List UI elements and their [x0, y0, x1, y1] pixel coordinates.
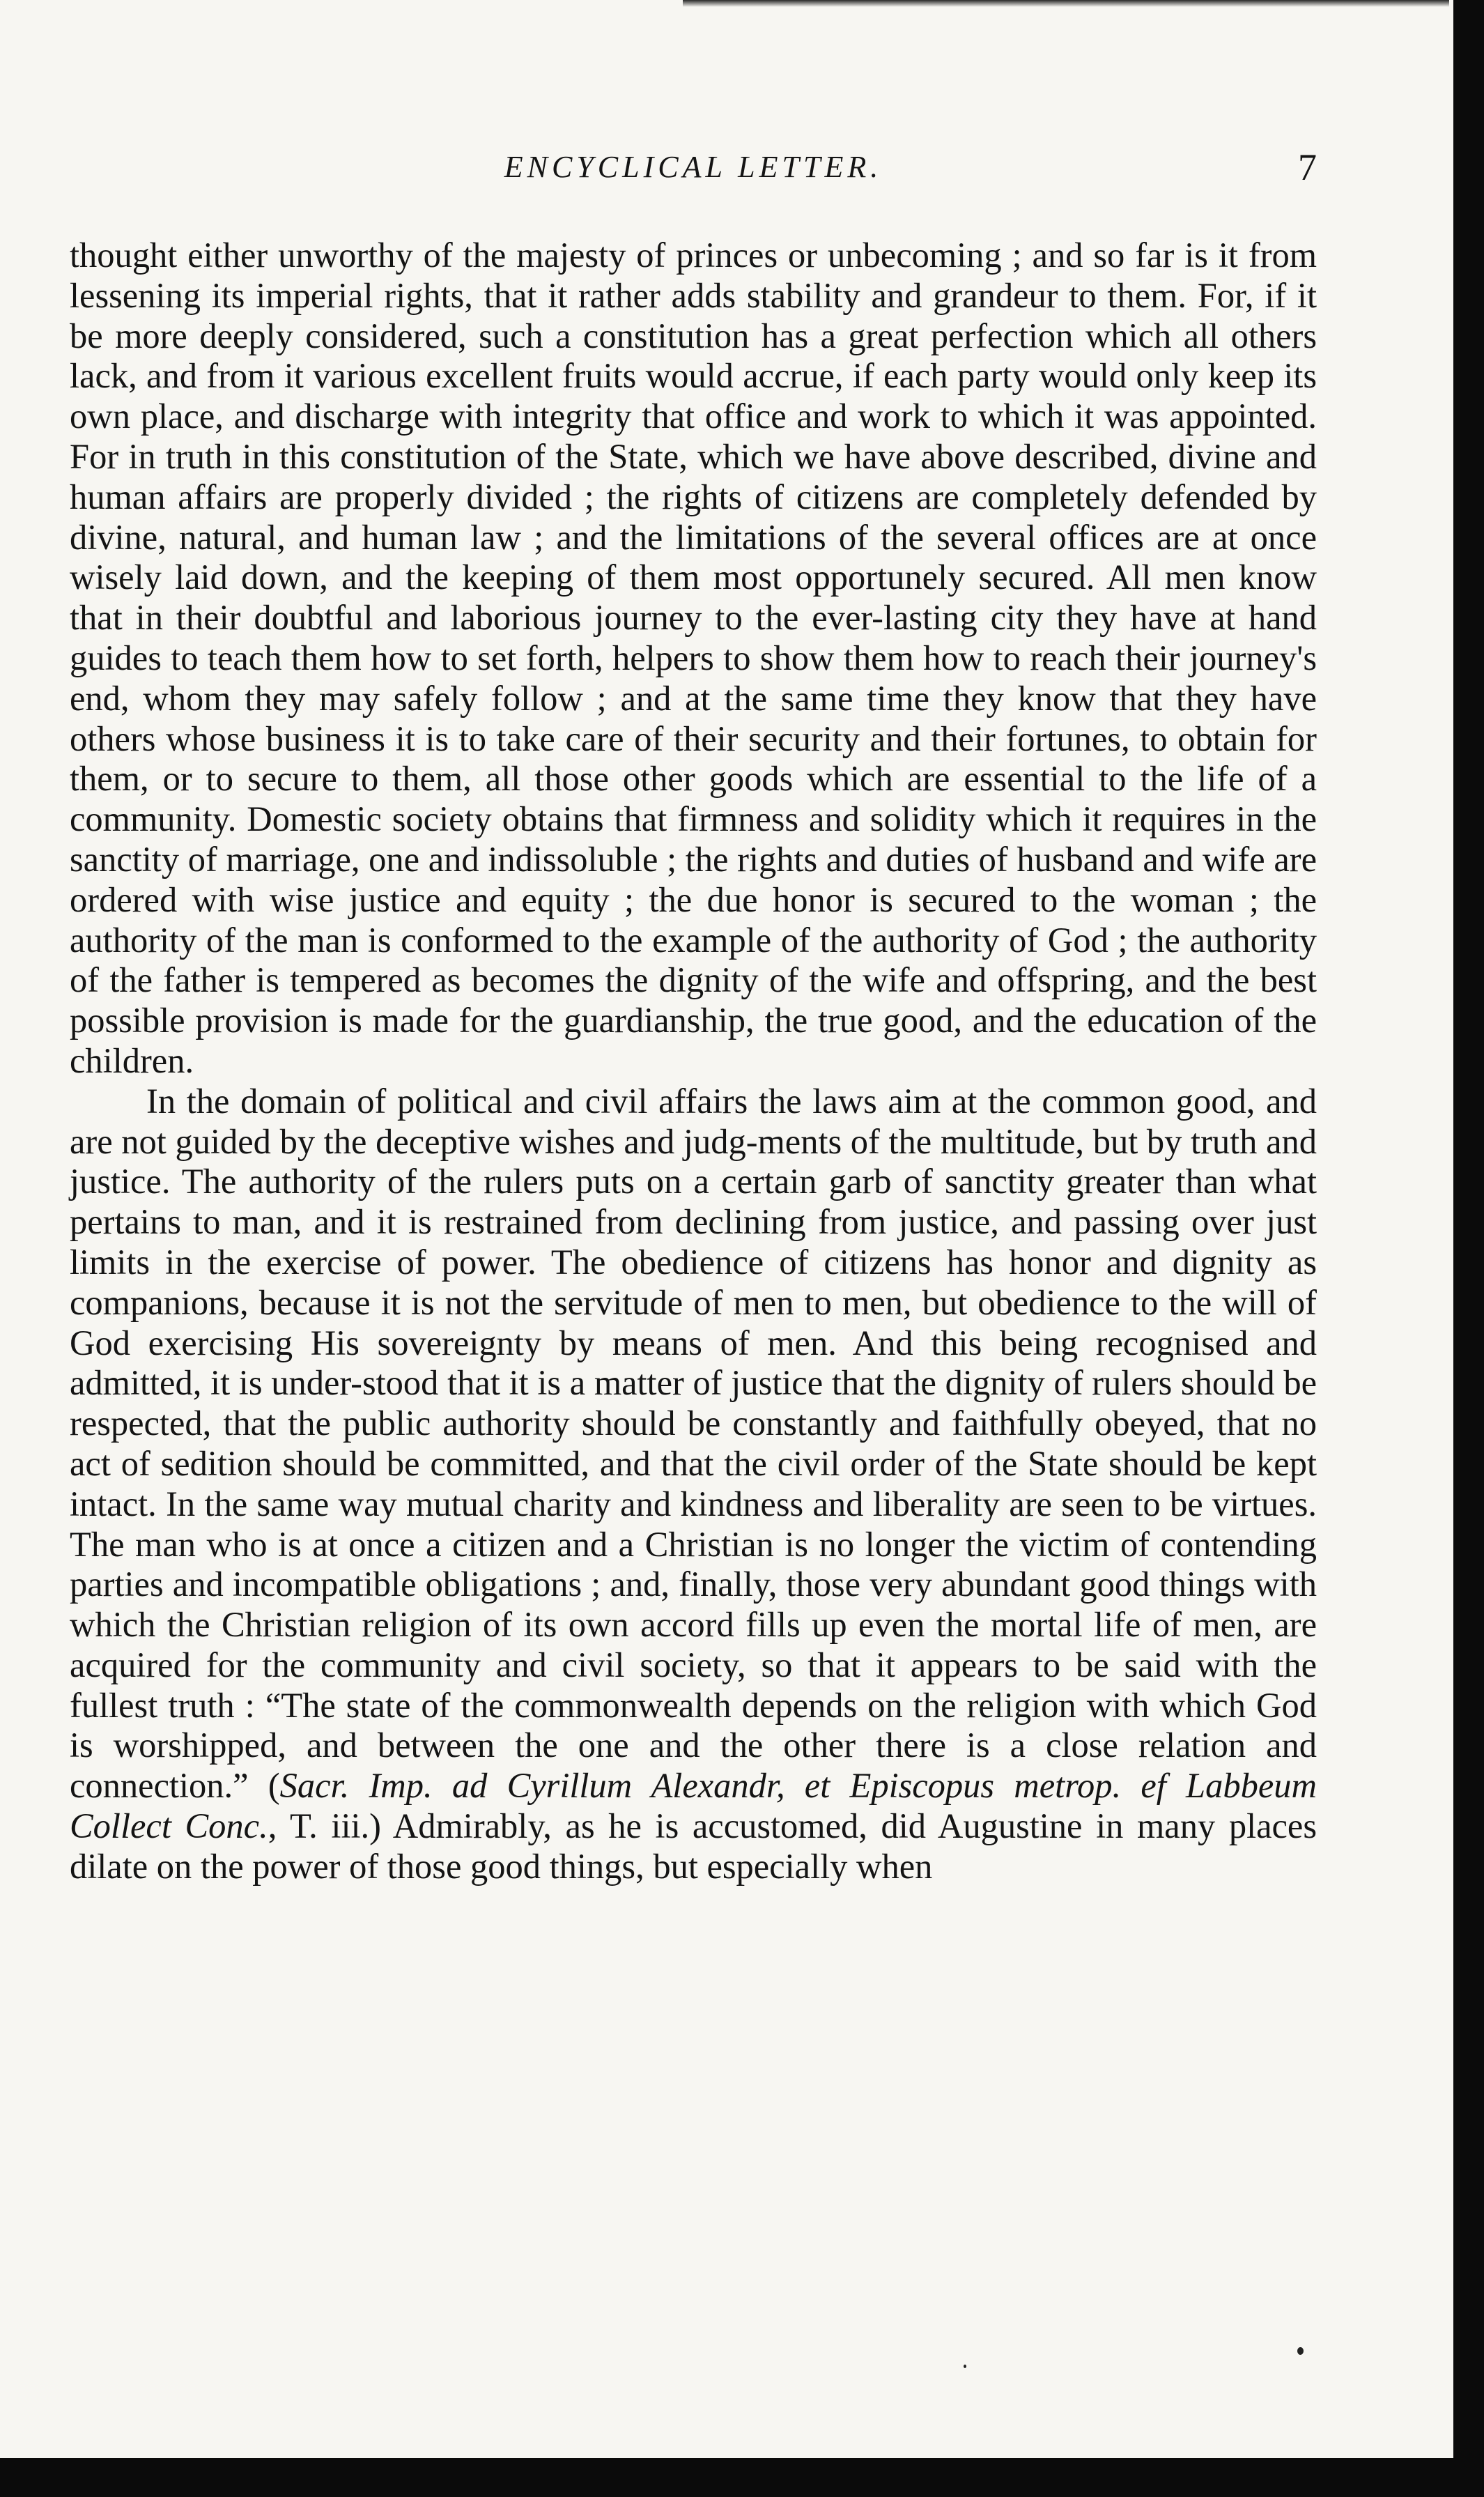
- body-text: [70, 236, 1317, 1887]
- ink-speck: [964, 2365, 966, 2368]
- paragraph-1: thought either unworthy of the majesty of princes or unbecoming ; and so far is it from lessening its imperial rights, that it rather adds stability and grandeur to them. For, if it be more deeply considered, such a constitution has a great perfection which all others lack, and from it various excellent fruits would accrue, if each party would only keep its own place, and discharge with integrity that office and work to which it was appointed. For in truth in this constitution of the State, which we have above described, divine and human affairs are properly divided ; the rights of citizens are completely defended by divine, natural, and human law ; and the limitations of the several offices are at once wisely laid down, and the keeping of them most opportunely secured. All men know that in their doubtful and laborious journey to the ever-lasting city they have at hand guides to teach them how to set forth, helpers to show them how to reach their journey's end, whom they may safely follow ; and at the same time they know that they have others whose business it is to take care of their security and their fortunes, to obtain for them, or to secure to them, all those other goods which are essential to the life of a community. Domestic society obtains that firmness and solidity which it requires in the sanctity of marriage, one and indissoluble ; the rights and duties of husband and wife are ordered with wise justice and equity ; the due honor is secured to the woman ; the authority of the man is conformed to the example of the authority of God ; the authority of the father is tempered as becomes the dignity of the wife and offspring, and the best possible provision is made for the guardianship, the true good, and the education of the children.: [70, 236, 1317, 1080]
- paragraph-2-end: , T. iii.) Admirably, as he is accustomed, did Augustine in many places dilate on the power of those good things, but especially when: [70, 1806, 1317, 1886]
- running-head: [70, 143, 1317, 192]
- page-number: 7: [1298, 146, 1317, 188]
- scan-shadow: [683, 0, 1449, 7]
- citation: Sacr. Imp. ad Cyrillum Alexandr, et Episcopus metrop. ef Labbeum Collect Conc.: [70, 1766, 1317, 1846]
- ink-speck: [1297, 2347, 1304, 2355]
- paragraph-2: [70, 1082, 1317, 1887]
- page-edge-right: [1453, 0, 1484, 2497]
- page-edge-bottom: [0, 2458, 1484, 2497]
- paragraph-2-text: In the domain of political and civil affairs the laws aim at the common good, and are not guided by the deceptive wishes and judg-ments of the multitude, but by truth and justice. The authority of the rulers puts on a certain garb of sanctity greater than what pertains to man, and it is restrained from declining from justice, and passing over just limits in the exercise of power. The obedience of citizens has honor and dignity as companions, because it is not the servitude of men to men, but obedience to the will of God exercising His sovereignty by means of men. And this being recognised and admitted, it is under-stood that it is a matter of justice that the dignity of rulers should be respected, that the public authority should be constantly and faithfully obeyed, that no act of sedition should be committed, and that the civil order of the State should be kept intact. In the same way mutual charity and kindness and liberality are seen to be virtues. The man who is at once a citizen and a Christian is no longer the victim of contending parties and incompatible obligations ; and, finally, those very abundant good things with which the Christian religion of its own accord fills up even the mortal life of men, are acquired for the community and civil society, so that it appears to be said with the fullest truth : “The state of the commonwealth depends on the religion with which God is worshipped, and between the one and the other there is a close relation and connection.” (: [70, 1081, 1317, 1806]
- running-title: ENCYCLICAL LETTER.: [504, 150, 883, 184]
